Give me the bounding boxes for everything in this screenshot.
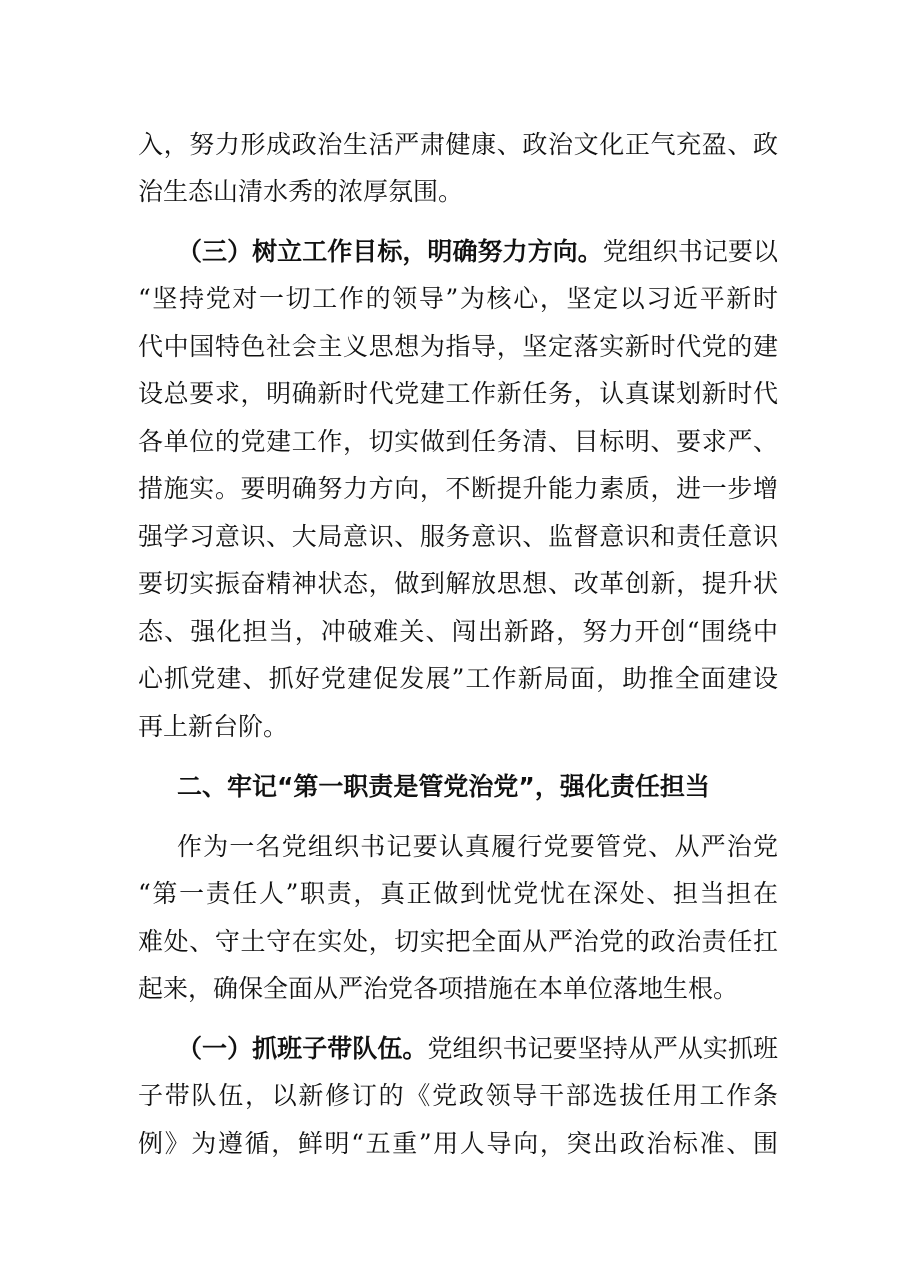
paragraph-line: 要切实振奋精神状态，做到解放思想、改革创新，提升状	[138, 569, 778, 598]
paragraph-line: 起来，确保全面从严治党各项措施在本单位落地生根。	[138, 974, 739, 1003]
paragraph-line: “坚持党对一切工作的领导”为核心，坚定以习近平新时	[138, 284, 778, 313]
paragraph-text: 党组织书记要以	[602, 237, 778, 266]
paragraph-text: 党组织书记要坚持从严从实抓班	[427, 1034, 778, 1063]
paragraph-line: 再上新台阶。	[138, 712, 289, 741]
paragraph-line: 态、强化担当，冲破难关、闯出新路，努力开创“围绕中	[138, 617, 778, 646]
paragraph-first-line	[177, 1032, 778, 1066]
paragraph-line: 子带队伍，以新修订的《党政领导干部选拔任用工作条	[138, 1081, 778, 1110]
paragraph-line: 例》为遵循，鲜明“五重”用人导向，突出政治标准、围	[138, 1129, 778, 1158]
paragraph-line: 难处、守土守在实处，切实把全面从严治党的政治责任扛	[138, 927, 778, 956]
paragraph-line: 强学习意识、大局意识、服务意识、监督意识和责任意识	[138, 522, 778, 551]
paragraph-line: 代中国特色社会主义思想为指导，坚定落实新时代党的建	[138, 332, 778, 361]
paragraph-first-line: 作为一名党组织书记要认真履行党要管党、从严治党	[177, 832, 778, 861]
paragraph-line: 各单位的党建工作，切实做到任务清、目标明、要求严、	[138, 427, 778, 456]
subsection-heading: （一）抓班子带队伍。	[177, 1034, 428, 1063]
paragraph-first-line	[177, 235, 778, 269]
paragraph-line: 设总要求，明确新时代党建工作新任务，认真谋划新时代	[138, 379, 778, 408]
paragraph-line: 入，努力形成政治生活严肃健康、政治文化正气充盈、政	[138, 130, 778, 159]
paragraph-line: “第一责任人”职责，真正做到忧党忧在深处、担当担在	[138, 879, 778, 908]
paragraph-line: 措施实。要明确努力方向，不断提升能力素质，进一步增	[138, 474, 778, 503]
section-title: 二、牢记“第一职责是管党治党”，强化责任担当	[177, 772, 710, 801]
paragraph-line: 心抓党建、抓好党建促发展”工作新局面，助推全面建设	[138, 664, 778, 693]
subsection-heading: （三）树立工作目标，明确努力方向。	[177, 237, 603, 266]
paragraph-line: 治生态山清水秀的浓厚氛围。	[138, 177, 464, 206]
